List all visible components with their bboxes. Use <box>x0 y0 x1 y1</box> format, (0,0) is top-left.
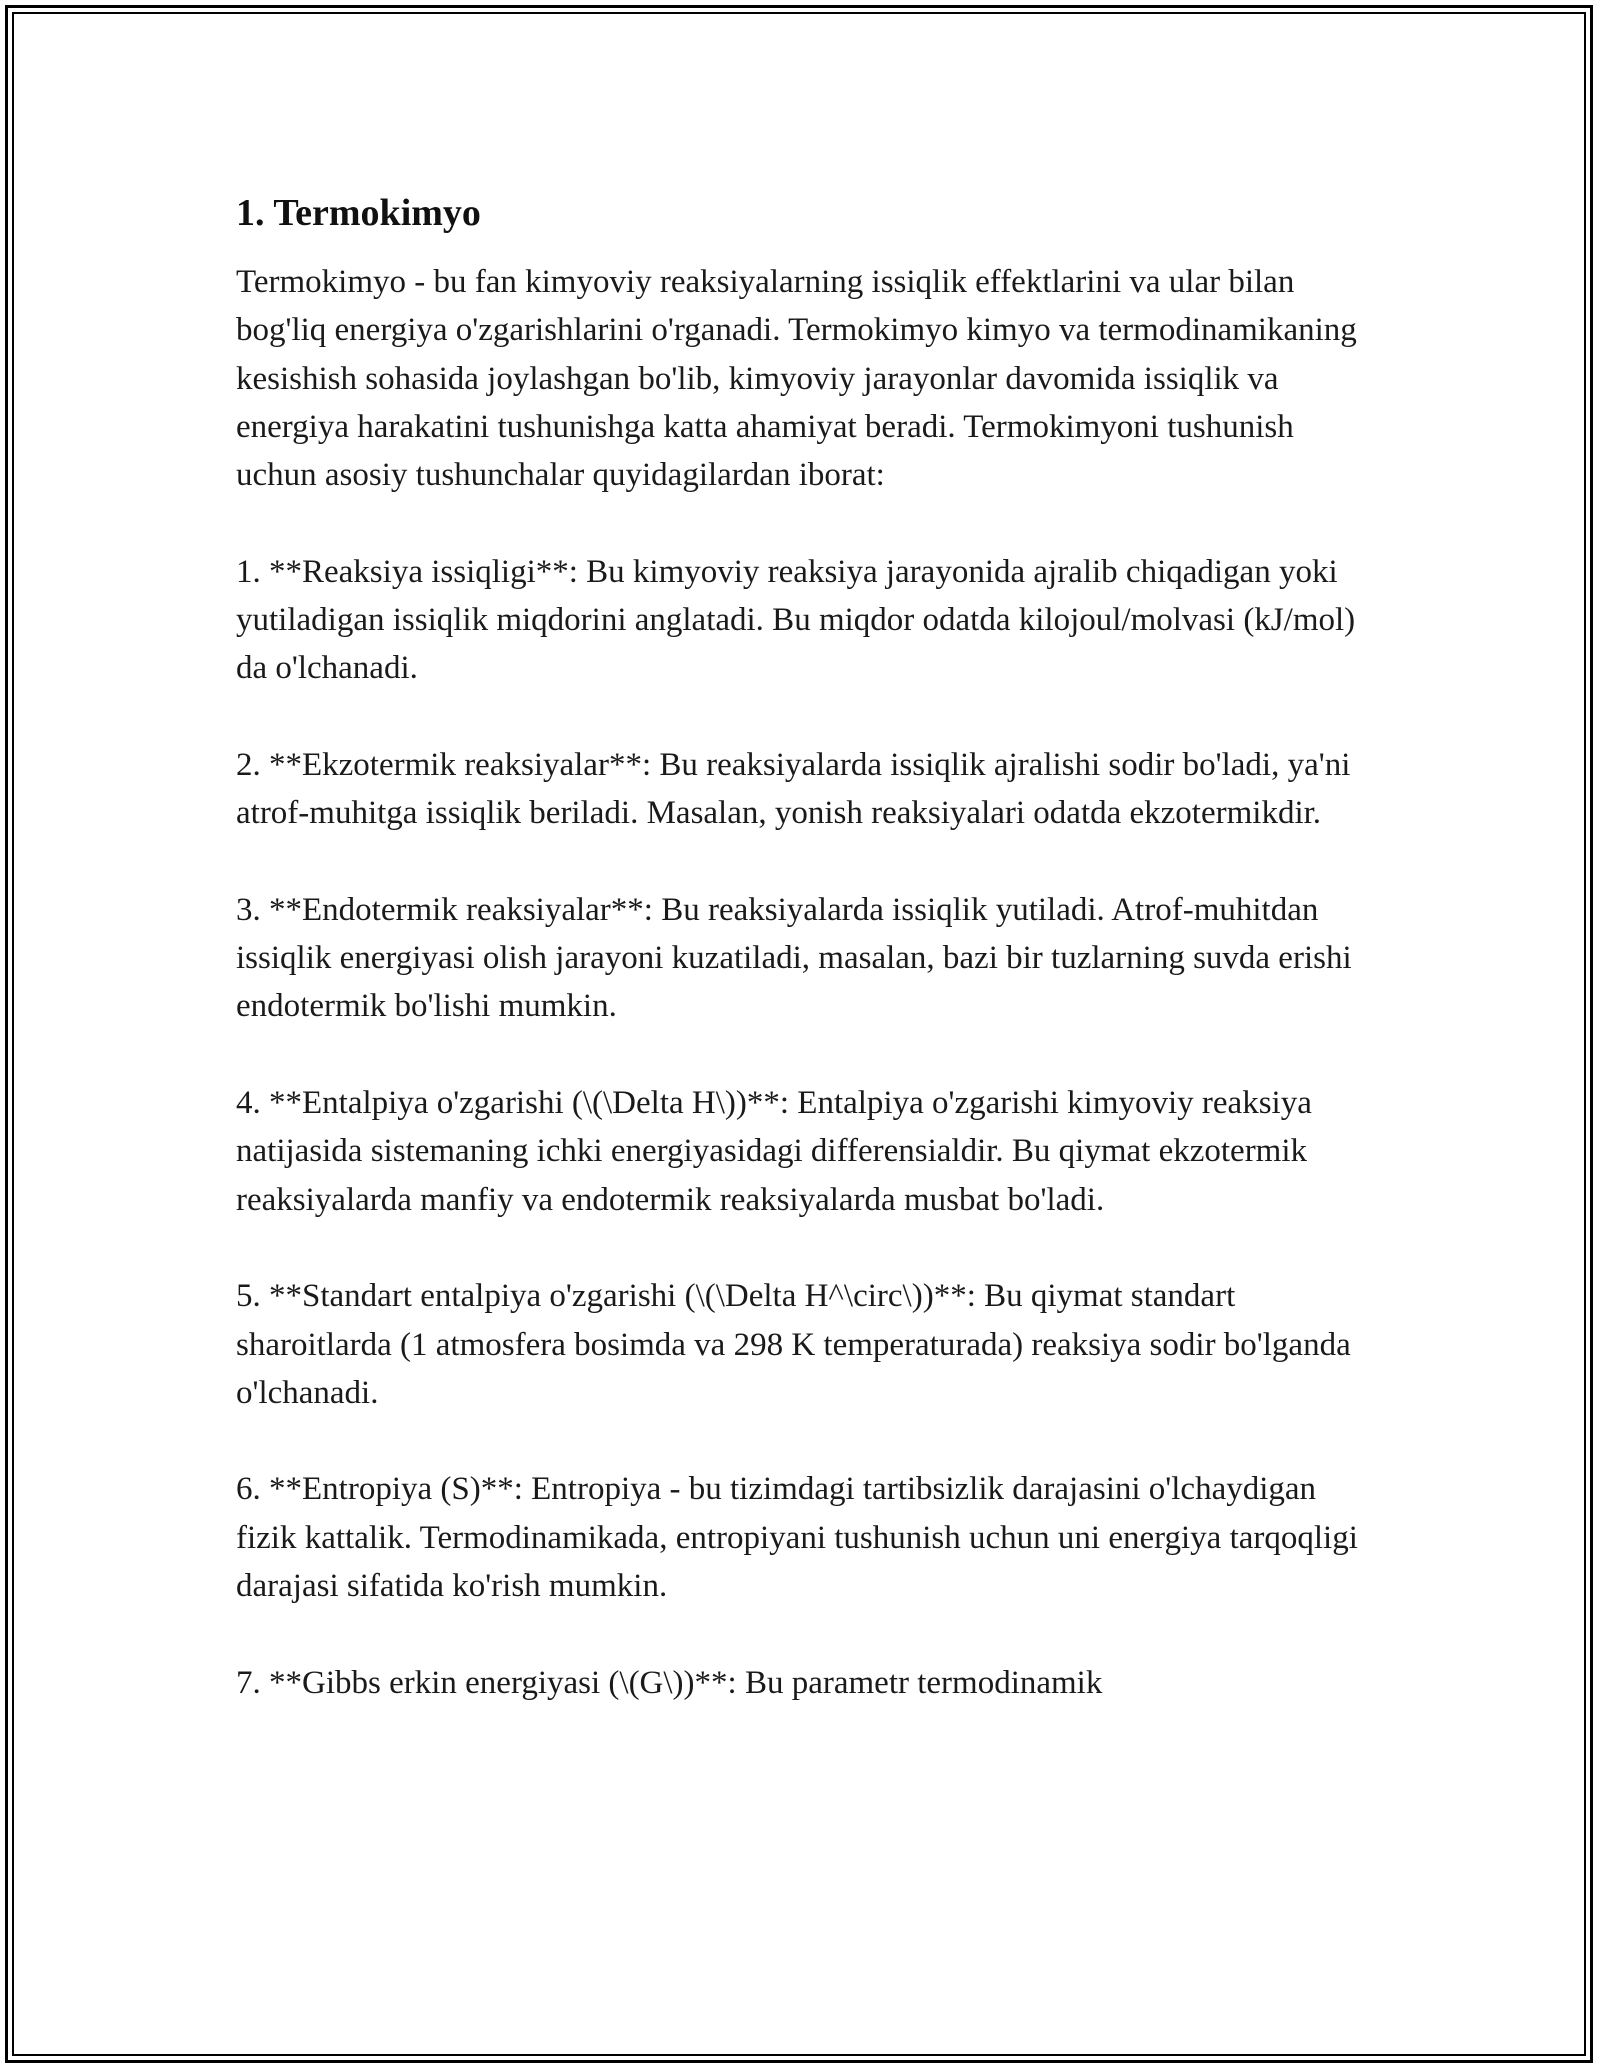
intro-paragraph: Termokimyo - bu fan kimyoviy reaksiyalarning issiqlik effektlarini va ular bilan bog'liq energiya o'zgarishlarini o'rganadi. Termokimyo kimyo va termodinamikaning kesishish sohasida joylashgan bo'lib, kimyoviy jarayonlar davomida issiqlik va energiya harakatini tushunishga katta ahamiyat beradi. Termokimyoni tushunish uchun asosiy tushunchalar quyidagilardan iborat: <box>236 264 1357 494</box>
document-title: 1. Termokimyo <box>236 192 481 234</box>
list-item-reaction-heat: 1. **Reaksiya issiqligi**: Bu kimyoviy reaksiya jarayonida ajralib chiqadigan yoki yutiladigan issiqlik miqdorini anglatadi. Bu miqdor odatda kilojoul/molvasi (kJ/mol) da o'lchanadi. <box>236 553 1356 687</box>
list-item-endothermic: 3. **Endotermik reaksiyalar**: Bu reaksiyalarda issiqlik yutiladi. Atrof-muhitdan issiqlik energiyasi olish jarayoni kuzatiladi, masalan, bazi bir tuzlarning suvda erishi endotermik bo'lishi mumkin. <box>236 891 1352 1025</box>
list-item-entropy: 6. **Entropiya (S)**: Entropiya - bu tizimdagi tartibsizlik darajasini o'lchaydigan fizik kattalik. Termodinamikada, entropiyani tushunish uchun uni energiya tarqoqligi darajasi sifatida ko'rish mumkin. <box>236 1471 1358 1605</box>
list-item-enthalpy-change: 4. **Entalpiya o'zgarishi (\(\Delta H\))**: Entalpiya o'zgarishi kimyoviy reaksiya natijasida sistemaning ichki energiyasidagi differensialdir. Bu qiymat ekzotermik reaksiyalarda manfiy va endotermik reaksiyalarda musbat bo'ladi. <box>236 1085 1312 1218</box>
document-body <box>236 186 1366 1707</box>
list-item-gibbs-energy: 7. **Gibbs erkin energiyasi (\(G\))**: Bu parametr termodinamik <box>236 1664 1103 1701</box>
list-item-exothermic: 2. **Ekzotermik reaksiyalar**: Bu reaksiyalarda issiqlik ajralishi sodir bo'ladi, ya'ni atrof-muhitga issiqlik beriladi. Masalan, yonish reaksiyalari odatda ekzotermikdir. <box>236 746 1351 832</box>
list-item-standard-enthalpy: 5. **Standart entalpiya o'zgarishi (\(\Delta H^\circ\))**: Bu qiymat standart sharoitlarda (1 atmosfera bosimda va 298 K temperaturada) reaksiya sodir bo'lganda o'lchanadi. <box>236 1278 1351 1411</box>
